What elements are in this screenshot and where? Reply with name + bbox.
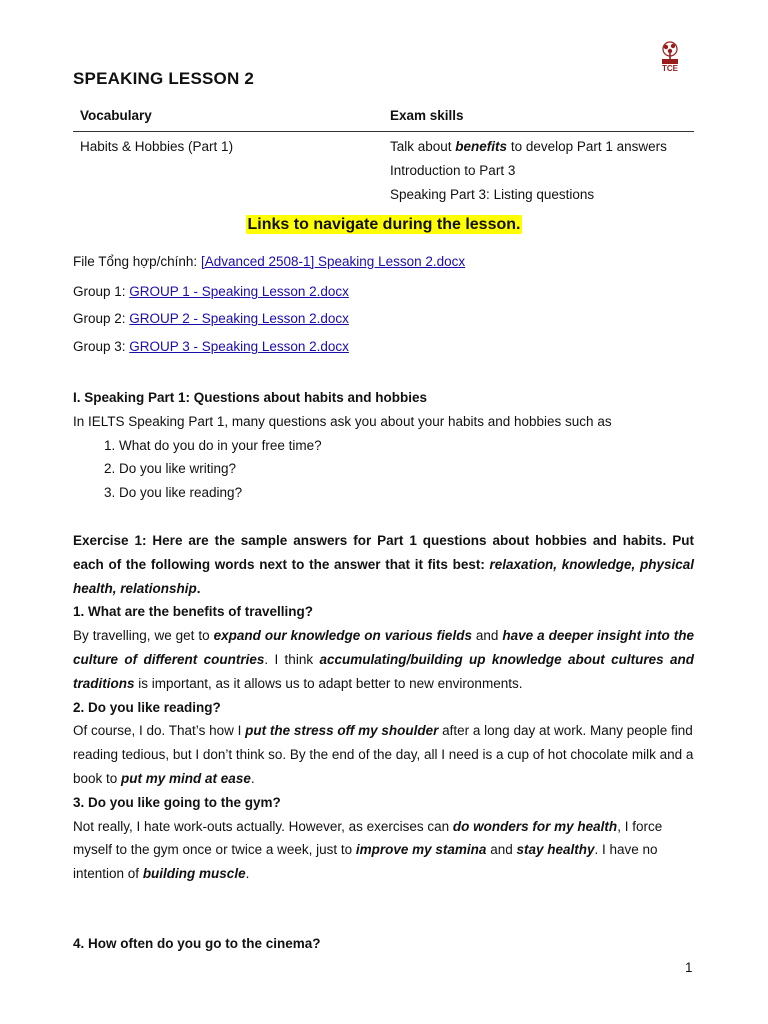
question-list: [73, 434, 694, 505]
q3-answer: Not really, I hate work-outs actually. However, as exercises can do wonders for my health, I force myself to the gym once or twice a week, just to improve my stamina and stay healthy. I have no intention of building muscle.: [73, 818, 663, 882]
header-vocabulary: Vocabulary: [80, 108, 152, 123]
skill-1-bold: benefits: [455, 139, 508, 154]
group-2-line: [73, 311, 349, 326]
group-3-label: Group 3:: [73, 339, 130, 354]
group-3-link[interactable]: GROUP 3 - Speaking Lesson 2.docx: [129, 339, 349, 354]
group-2-link[interactable]: GROUP 2 - Speaking Lesson 2.docx: [129, 311, 349, 326]
exercise-1-words: relaxation, knowledge, physical health, relationship: [73, 556, 694, 596]
page-title: SPEAKING LESSON 2: [73, 69, 254, 88]
vocab-cell: Habits & Hobbies (Part 1): [80, 139, 234, 154]
q3-phrase: building muscle: [142, 866, 246, 882]
q3-heading: 3. Do you like going to the gym?: [73, 794, 281, 810]
table-header-row: [73, 104, 694, 132]
list-item: 2. Do you like writing?: [119, 457, 694, 481]
tree-logo-icon: [650, 40, 690, 80]
logo-text: TCE: [662, 64, 678, 73]
q2-heading: 2. Do you like reading?: [73, 699, 221, 715]
exercise-1-lead: Exercise 1: Here are the sample answers for Part 1 questions about hobbies and habits. Put each of the following words next to the answer that it fits best:: [73, 533, 694, 572]
main-file-label: File Tổng hợp/chính:: [73, 254, 201, 269]
q1-phrase: expand our knowledge on various fields: [213, 628, 472, 644]
group-1-link[interactable]: GROUP 1 - Speaking Lesson 2.docx: [129, 284, 349, 299]
links-heading-text: Links to navigate during the lesson.: [247, 216, 521, 233]
skill-1: Talk about benefits to develop Part 1 answers: [390, 139, 667, 154]
q4-heading: 4. How often do you go to the cinema?: [73, 936, 321, 951]
skill-2: Introduction to Part 3: [390, 163, 516, 178]
exercise-1-instruction: [73, 529, 694, 600]
skill-3: Speaking Part 3: Listing questions: [390, 187, 595, 202]
links-heading: [0, 216, 768, 234]
lesson-table: [73, 104, 694, 212]
table-row: [73, 132, 694, 212]
q1-heading: 1. What are the benefits of travelling?: [73, 604, 314, 620]
list-item: 3. Do you like reading?: [119, 481, 694, 505]
page-number: 1: [685, 960, 693, 975]
group-3-line: [73, 339, 349, 354]
section-1-intro: In IELTS Speaking Part 1, many questions ask you about your habits and hobbies such as: [73, 413, 612, 429]
group-2-label: Group 2:: [73, 311, 130, 326]
header-exam-skills: Exam skills: [390, 108, 464, 123]
q2-phrase: put my mind at ease: [121, 770, 251, 786]
exercise-1-end: .: [196, 580, 201, 596]
q1-phrase: accumulating/building up knowledge about cultures and traditions: [73, 651, 694, 691]
q1-phrase: have a deeper insight into the culture of different countries: [73, 628, 694, 667]
q3-phrase: improve my stamina: [355, 842, 487, 858]
q3-phrase: do wonders for my health: [452, 818, 618, 834]
q1-answer: By travelling, we get to expand our knowledge on various fields and have a deeper insight into the culture of different countries. I think accumulating/building up knowledge about cultures and traditions is important, as it allows us to adapt better to new environments.: [73, 628, 694, 691]
group-1-line: [73, 284, 349, 299]
q2-answer: Of course, I do. That’s how I put the stress off my shoulder after a long day at work. Many people find reading tedious, but I don’t think so. By the end of the day, all I need is a cup of hot chocolate milk and a book to put my mind at ease.: [73, 723, 694, 786]
list-item: 1. What do you do in your free time?: [119, 434, 694, 458]
q2-phrase: put the stress off my shoulder: [245, 723, 439, 739]
tce-logo: [650, 40, 690, 80]
main-file-line: [73, 254, 465, 269]
exercise-1: [73, 529, 694, 886]
section-1-heading: I. Speaking Part 1: Questions about habits and hobbies: [73, 390, 428, 405]
group-1-label: Group 1:: [73, 284, 130, 299]
main-file-link[interactable]: [Advanced 2508-1] Speaking Lesson 2.docx: [200, 254, 466, 269]
section-1: [73, 386, 694, 505]
q3-phrase: stay healthy: [516, 842, 595, 858]
